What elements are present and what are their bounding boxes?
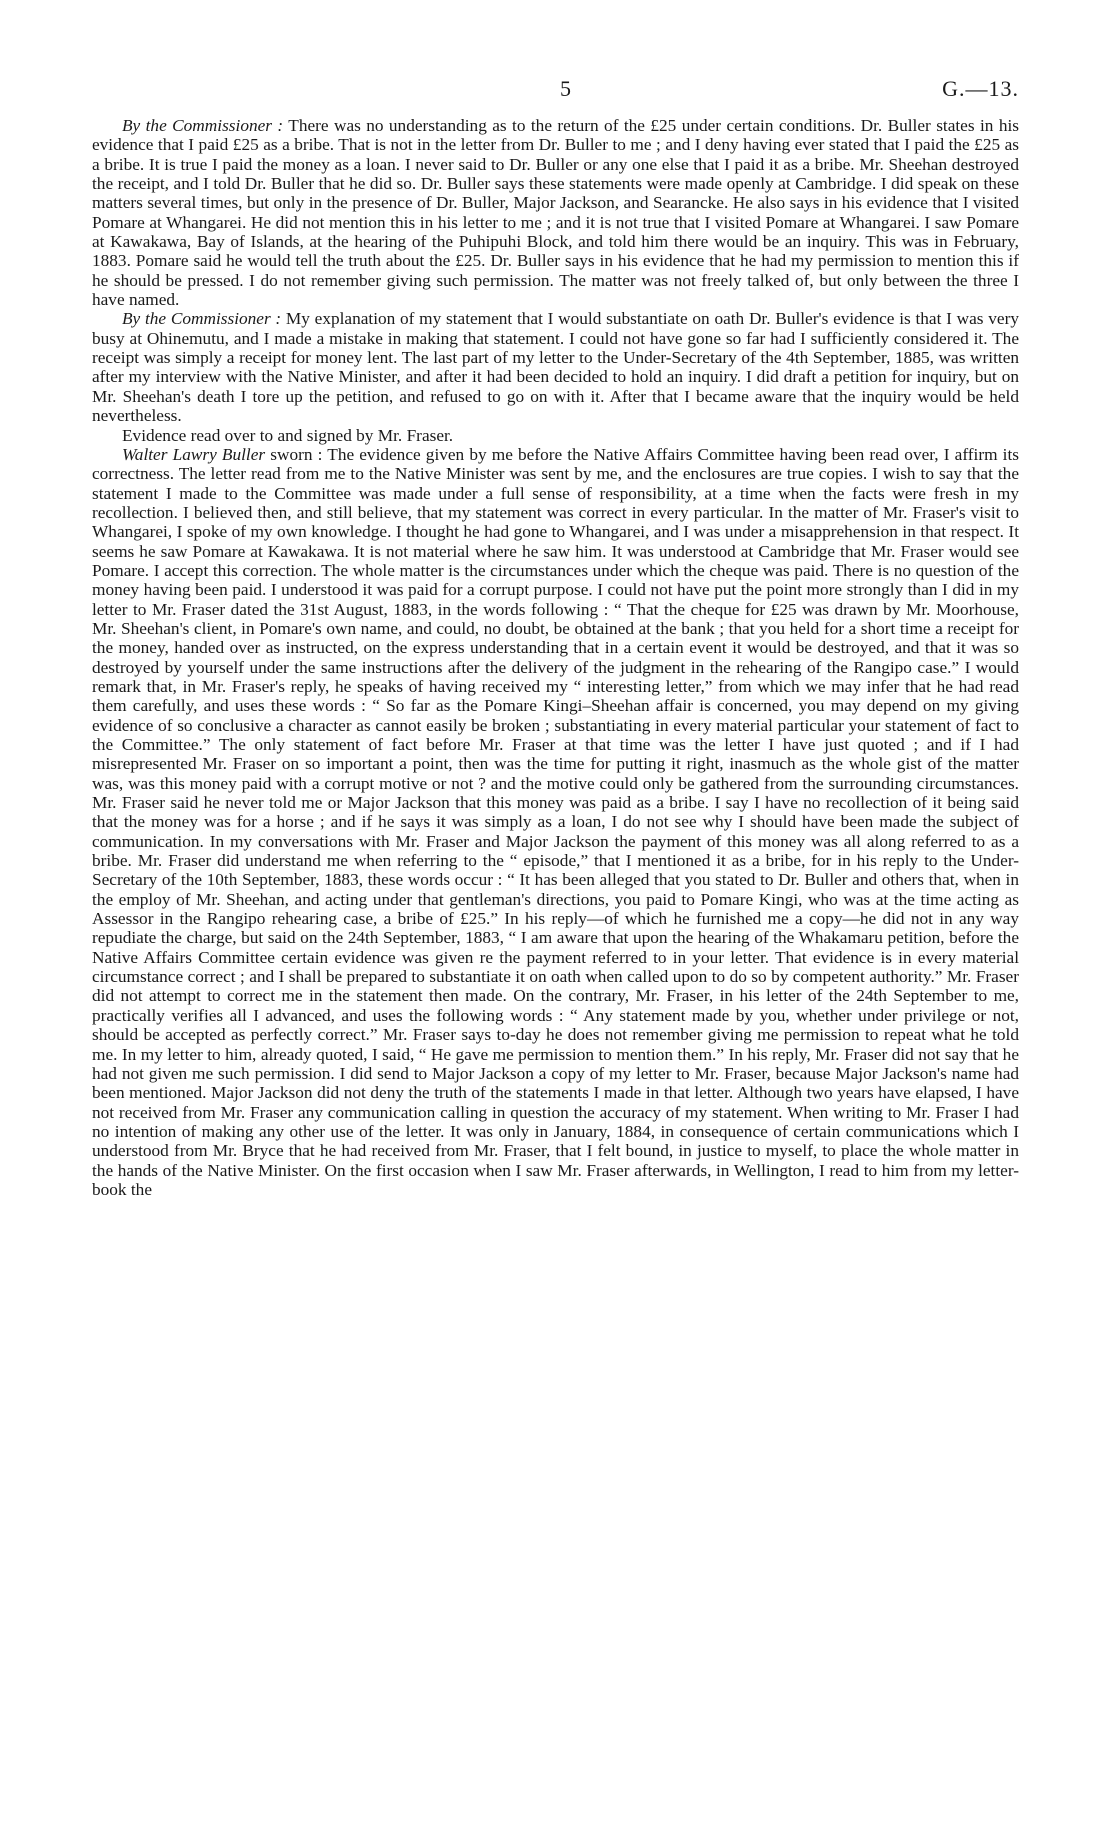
paragraph-text: There was no understanding as to the return of the £25 under certain conditions. Dr. Buller states in his evidence that I paid £25 as a bribe. That is not in the letter from Dr. Buller to me ; and I deny having ever stated that I paid the £25 as a bribe. It is true I paid the money as a loan. I never said to Dr. Buller or any one else that I paid it as a bribe. Mr. Sheehan destroyed the receipt, and I told Dr. Buller that he did so. Dr. Buller says these statements were made openly at Cambridge. I did speak on these matters several times, but only in the presence of Dr. Buller, Major Jackson, and Searancke. He also says in his evidence that I visited Pomare at Whangarei. He did not mention this in his letter to me ; and it is not true that I visited Pomare at Whangarei. I saw Pomare at Kawakawa, Bay of Islands, at the hearing of the Puhipuhi Block, and told him there would be an inquiry. This was in February, 1883. Pomare said he would tell the truth about the £25. Dr. Buller says in his evidence that he had my permission to mention this if he should be pressed. I do not remember giving such permission. The matter was not freely talked of, but only between the three I have named.	[92, 116, 1019, 310]
witness-name: Walter Lawry Buller	[122, 444, 266, 464]
document-code: G.—13.	[942, 76, 1019, 101]
body-text	[92, 116, 1019, 1199]
speaker-label: By the Commissioner :	[122, 309, 282, 329]
paragraph	[92, 426, 1019, 445]
paragraph-text: My explanation of my statement that I would substantiate on oath Dr. Buller's evidence is that I was very busy at Ohinemutu, and I made a mistake in making that statement. I could not have gone so far had I sufficiently considered it. The receipt was simply a receipt for money lent. The last part of my letter to the Under-Secretary of the 4th September, 1885, was written after my interview with the Native Minister, and after it had been decided to hold an inquiry. I did draft a petition for inquiry, but on Mr. Sheehan's death I tore up the petition, and refused to go on with it. After that I became aware that the inquiry would be held nevertheless.	[92, 309, 1019, 426]
paragraph-text: sworn : The evidence given by me before the Native Affairs Committee having been read over, I affirm its correctness. The letter read from me to the Native Minister was sent by me, and the enclosures are true copies. I wish to say that the statement I made to the Committee was made under a full sense of responsibility, at a time when the facts were fresh in my recollection. I believed then, and still believe, that my statement was correct in every particular. In the matter of Mr. Fraser's visit to Whangarei, I spoke of my own knowledge. I thought he had gone to Whangarei, and I was under a misapprehension in that respect. It seems he saw Pomare at Kawakawa. It is not material where he saw him. It was understood at Cambridge that Mr. Fraser would see Pomare. I accept this correction. The whole matter is the circumstances under which the cheque was paid. There is no question of the money having been paid. I understood it was paid for a corrupt purpose. I could not have put the point more strongly than I did in my letter to Mr. Fraser dated the 31st August, 1883, in the words following : “ That the cheque for £25 was drawn by Mr. Moorhouse, Mr. Sheehan's client, in Pomare's own name, and could, no doubt, be obtained at the bank ; that you held for a short time a receipt for the money, handed over as instructed, on the express understanding that in a certain event it would be destroyed, and that it was so destroyed by yourself under the same instructions after the delivery of the judgment in the rehearing of the Rangipo case.” I would remark that, in Mr. Fraser's reply, he speaks of having received my “ interesting letter,” from which we may infer that he had read them carefully, and uses these words : “ So far as the Pomare Kingi–Sheehan affair is concerned, you may depend on my giving evidence of so conclusive a character as cannot easily be broken ; substantiating in every material particular your statement of fact to the Committee.” The only statement of fact before Mr. Fraser at that time was the letter I have just quoted ; and if I had misrepresented Mr. Fraser on so important a point, then was the time for putting it right, inasmuch as the whole gist of the matter was, was this money paid with a corrupt motive or not ? and the motive could only be gathered from the surrounding circumstances. Mr. Fraser said he never told me or Major Jackson that this money was paid as a bribe. I say I have no recollection of it being said that the money was for a horse ; and if he says it was simply as a loan, I do not see why I should have been made the subject of communication. In my conversations with Mr. Fraser and Major Jackson the payment of this money was all along referred to as a bribe. Mr. Fraser did understand me when referring to the “ episode,” that I mentioned it as a bribe, for in his reply to the Under-Secretary of the 10th September, 1883, these words occur : “ It has been alleged that you stated to Dr. Buller and others that, when in the employ of Mr. Sheehan, and acting under that gentleman's directions, you paid to Pomare Kingi, who was at the time acting as Assessor in the Rangipo rehearing case, a bribe of £25.” In his reply—of which he furnished me a copy—he did not in any way repudiate the charge, but said on the 24th September, 1883, “ I am aware that upon the hearing of the Whakamaru petition, before the Native Affairs Committee certain evidence was given re the payment referred to in your letter. That evidence is in every material circumstance correct ; and I shall be prepared to substantiate it on oath when called upon to do so by competent authority.” Mr. Fraser did not attempt to correct me in the statement then made. On the contrary, Mr. Fraser, in his letter of the 24th September to me, practically verifies all I advanced, and uses the following words : “ Any statement made by you, whether under privilege or not, should be accepted as perfectly correct.” Mr. Fraser says to-day he does not remember giving me permission to repeat what he told me. In my letter to him, already quoted, I said, “ He gave me permission to mention them.” In his reply, Mr. Fraser did not say that he had not given me such permission. I did send to Major Jackson a copy of my letter to Mr. Fraser, because Major Jackson's name had been mentioned. Major Jackson did not deny the truth of the statements I made in that letter. Although two years have elapsed, I have not received from Mr. Fraser any communication calling in question the accuracy of my statement. When writing to Mr. Fraser I had no intention of making any other use of the letter. It was only in January, 1884, in consequence of certain communications which I understood from Mr. Bryce that he had received from Mr. Fraser, that I felt bound, in justice to myself, to place the whole matter in the hands of the Native Minister. On the first occasion when I saw Mr. Fraser afterwards, in Wellington, I read to him from my letter-book the	[92, 444, 1019, 1199]
paragraph	[92, 116, 1019, 309]
paragraph	[92, 445, 1019, 1199]
page-number: 5	[560, 76, 571, 101]
page-header	[92, 76, 1019, 116]
paragraph-text: Evidence read over to and signed by Mr. Fraser.	[122, 425, 454, 445]
speaker-label: By the Commissioner :	[122, 116, 284, 135]
paragraph	[92, 309, 1019, 425]
